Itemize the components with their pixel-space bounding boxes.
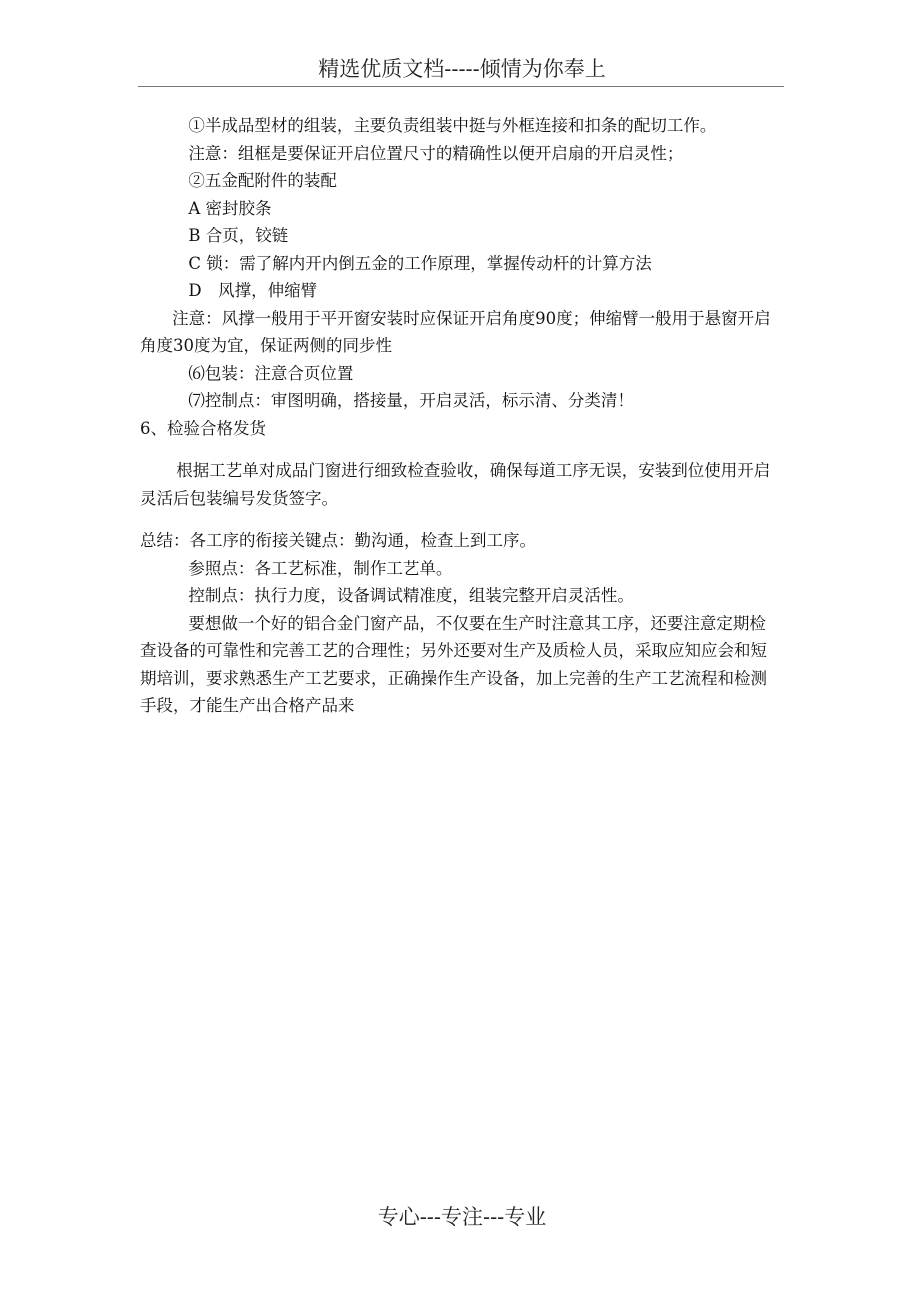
paragraph-stay-note: 注意：风撑一般用于平开窗安装时应保证开启角度90度；伸缩臂一般用于悬窗开启角度30度为宜，保证两侧的同步性 <box>140 308 771 355</box>
page-footer: 专心---专注---专业 <box>377 1205 547 1229</box>
paragraph-summary-control-points: 控制点：执行力度，设备调试精准度，组装完整开启灵活性。 <box>188 586 634 605</box>
paragraph-packaging: ⑹包装：注意合页位置 <box>188 363 354 383</box>
paragraph-hardware-assembly: ②五金配附件的装配 <box>188 171 337 190</box>
paragraph-conclusion: 要想做一个好的铝合金门窗产品，不仅要在生产时注意其工序，还要注意定期检查设备的可靠性和完善工艺的合理性；另外还要对生产及质检人员，采取应知应会和短期培训，要求熟悉生产工艺要求，正确操作生产设备，加上完善的生产工艺流程和检测手段，才能生产出合格产品来 <box>140 613 767 715</box>
list-item-d: D 风撑，伸缩臂 <box>188 281 318 300</box>
list-item-c: C 锁：需了解内开内倒五金的工作原理，掌握传动杆的计算方法 <box>188 253 652 273</box>
paragraph-frame-note: 注意：组框是要保证开启位置尺寸的精确性以便开启扇的开启灵性； <box>188 143 684 163</box>
paragraph-reference-points: 参照点：各工艺标准，制作工艺单。 <box>188 558 453 578</box>
paragraph-semi-finished-assembly: ①半成品型材的组装，主要负责组装中挺与外框连接和扣条的配切工作。 <box>188 116 717 135</box>
section-heading-inspection: 6、检验合格发货 <box>140 418 266 438</box>
list-item-a: A 密封胶条 <box>188 198 272 218</box>
paragraph-control-points: ⑺控制点：审图明确，搭接量，开启灵活，标示清、分类清！ <box>188 391 634 410</box>
header-divider <box>138 86 784 87</box>
paragraph-summary: 总结：各工序的衔接关键点：勤沟通，检查上到工序。 <box>140 531 536 550</box>
paragraph-inspection: 根据工艺单对成品门窗进行细致检查验收，确保每道工序无误，安装到位使用开启灵活后包装编号发货签字。 <box>140 461 771 508</box>
list-item-b: B 合页，铰链 <box>188 226 289 245</box>
document-body <box>140 112 782 720</box>
page-header: 精选优质文档-----倾情为你奉上 <box>318 57 606 81</box>
